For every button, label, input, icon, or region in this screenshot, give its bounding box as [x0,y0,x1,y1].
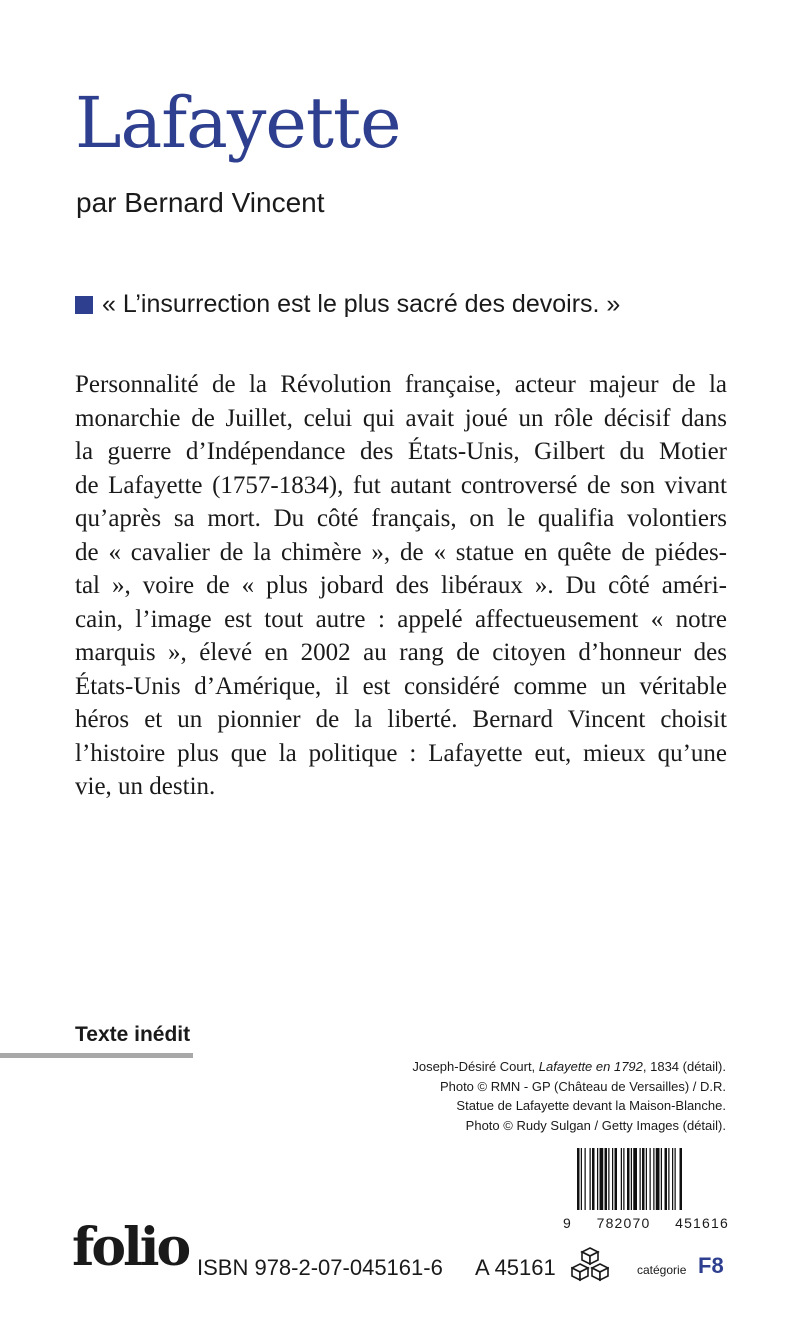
summary-line: vie, un destin. [75,773,216,800]
summary-line: États-Unis d’Amérique, il est considéré comme un véritable [75,672,727,700]
barcode-bar [650,1148,651,1210]
barcode-group-2: 451616 [675,1215,729,1231]
summary-line: de Lafayette (1757-1834), fut autant controversé de son vivant [75,471,727,499]
dice-icon [571,1246,609,1282]
summary-line: monarchie de Juillet, celui qui avait joué un rôle décisif dans [75,404,727,432]
barcode-bar [577,1148,580,1210]
barcode-bar [623,1148,624,1210]
credit-line-4: Photo © Rudy Sulgan / Getty Images (détail). [465,1117,726,1133]
summary-text [75,368,727,804]
summary-line: Personnalité de la Révolution française, acteur majeur de la [75,371,727,398]
summary-line: tal », voire de « plus jobard des libéraux ». Du côté améri- [75,572,727,599]
author-line: par Bernard Vincent [76,187,325,218]
barcode-bar [597,1148,598,1210]
label-texte-inedit: Texte inédit [75,1023,191,1046]
summary-line: de « cavalier de la chimère », de « statue en quête de piédes- [75,538,727,566]
barcode-bar [656,1148,660,1210]
barcode-lead-digit: 9 [563,1215,572,1231]
publisher-logo: folio [72,1217,189,1278]
barcode-bar [592,1148,595,1210]
barcode-bar [627,1148,630,1210]
barcode-bar [633,1148,637,1210]
barcode-bar [646,1148,647,1210]
barcode-bar [590,1148,591,1210]
barcode-bar [642,1148,645,1210]
category-code: F8 [698,1253,724,1278]
summary-line: cain, l’image est tout autre : appelé affectueusement « notre [75,605,727,633]
barcode-bar [615,1148,618,1210]
barcode-bar [640,1148,641,1210]
barcode-bar [675,1148,676,1210]
barcode-bar [672,1148,673,1210]
credit-line-3: Statue de Lafayette devant la Maison-Blanche. [456,1098,726,1113]
barcode-bar [581,1148,582,1210]
barcode-bar [585,1148,586,1210]
category-label: catégorie [637,1263,687,1277]
barcode-bar [665,1148,668,1210]
tagline-quote: « L’insurrection est le plus sacré des devoirs. » [102,290,621,318]
credit-line-1: Joseph-Désiré Court, Lafayette en 1792, 1834 (détail). [412,1059,726,1074]
barcode-bar [631,1148,632,1210]
divider-bar [0,1053,193,1058]
summary-line: l’histoire plus que la politique : Lafayette eut, mieux qu’une [75,739,727,767]
summary-line: la guerre d’Indépendance des États-Unis, Gilbert du Motier [75,438,727,465]
summary-line: héros et un pionnier de la liberté. Bernard Vincent choisit [75,706,727,733]
tagline [75,290,620,319]
product-code: A 45161 [475,1255,556,1280]
bullet-square-icon [75,296,93,314]
credit-line-2: Photo © RMN - GP (Château de Versailles) / D.R. [439,1078,726,1094]
image-credits [412,1057,726,1135]
barcode-bar [600,1148,604,1210]
barcode-group-1: 782070 [596,1215,651,1231]
barcode-digits [563,1215,729,1231]
book-title: Lafayette [75,82,401,164]
barcode-bar [612,1148,613,1210]
barcode-bar [680,1148,683,1210]
barcode-bar [661,1148,662,1210]
barcode-bar [605,1148,608,1210]
barcode-bar [653,1148,654,1210]
barcode-bar [608,1148,609,1210]
barcode-bar [668,1148,669,1210]
barcode-bar [621,1148,622,1210]
summary-line: marquis », élevé en 2002 au rang de citoyen d’honneur des [75,639,727,666]
isbn: ISBN 978-2-07-045161-6 [197,1255,443,1280]
summary-line: qu’après sa mort. Du côté français, on le qualifia volontiers [75,505,727,532]
